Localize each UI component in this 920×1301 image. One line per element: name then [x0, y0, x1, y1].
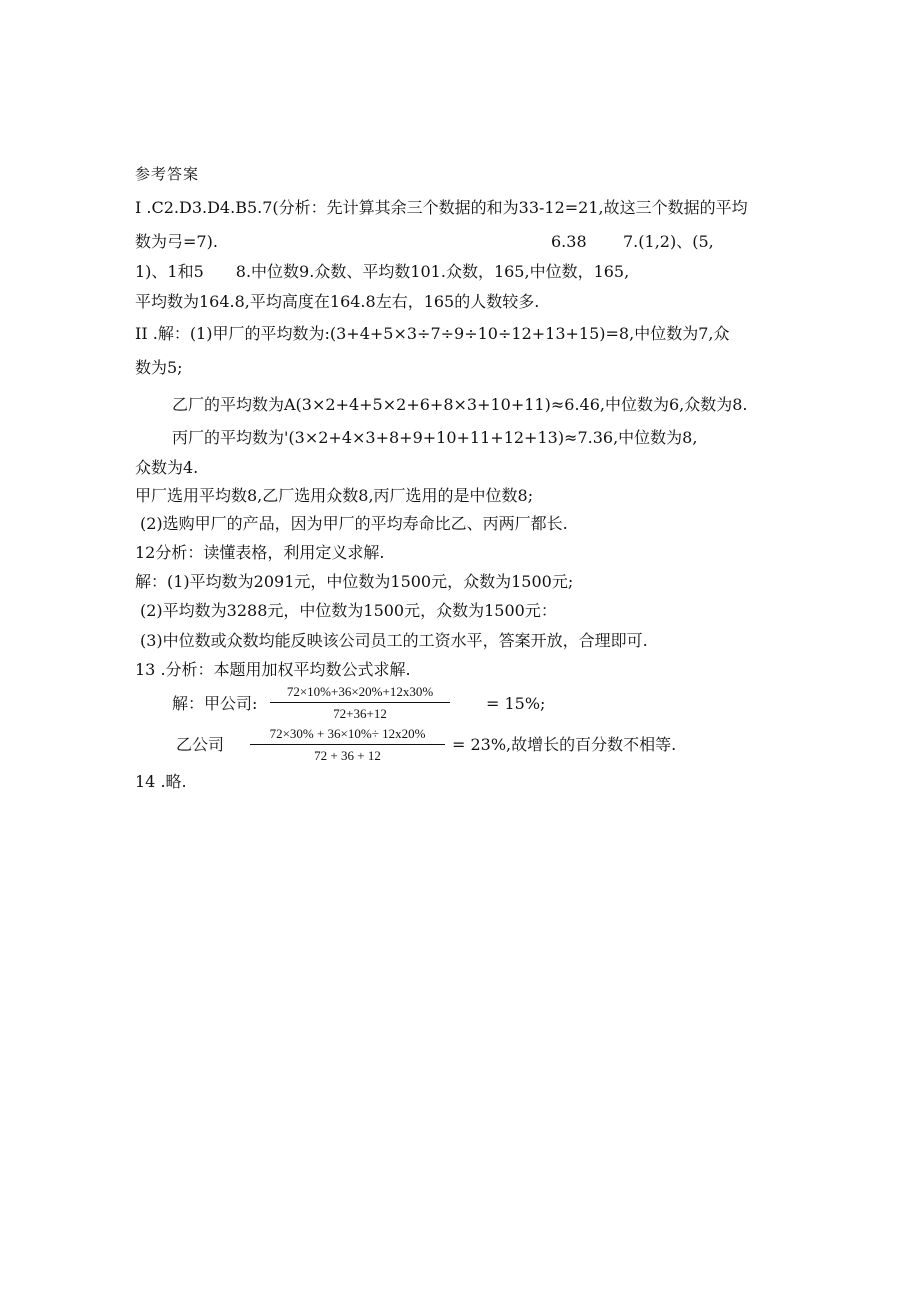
answer-line-4: 平均数为164.8,平均高度在164.8左右，165的人数较多. [135, 292, 540, 311]
answer-line-19: 14 .略. [135, 772, 187, 791]
company-b-numerator: 72×30% + 36×10%÷ 12x20% [250, 726, 445, 745]
page-title: 参考答案 [135, 165, 200, 183]
answer-line-15: (3)中位数或众数均能反映该公司员工的工资水平，答案开放，合理即可. [140, 631, 648, 650]
answer-line-13: 解：(1)平均数为2091元，中位数为1500元，众数为1500元; [135, 572, 574, 591]
answer-line-2b: 6.38 [551, 232, 587, 251]
answer-line-2c: 7.(1,2)、(5, [623, 232, 714, 251]
company-b-label: 乙公司 [176, 735, 225, 754]
answer-line-11: (2)选购甲厂的产品，因为甲厂的平均寿命比乙、丙两厂都长. [140, 514, 568, 533]
answer-line-12: 12分析：读懂表格，利用定义求解. [135, 543, 385, 562]
company-a-result: = 15%; [486, 694, 546, 713]
answer-line-5: II .解：(1)甲厂的平均数为:(3+4+5×3÷7÷9÷10÷12+13+15)=8,中位数为7,众 [135, 324, 730, 343]
company-a-fraction [270, 684, 450, 722]
company-b-denominator: 72 + 36 + 12 [314, 748, 381, 763]
company-a-label: 解：甲公司: [172, 694, 258, 713]
company-b-result: = 23%,故增长的百分数不相等. [452, 735, 677, 754]
answer-line-9: 众数为4. [135, 458, 199, 477]
answer-line-1: I .C2.D3.D4.B5.7(分析：先计算其余三个数据的和为33-12=21,故这三个数据的平均 [135, 198, 748, 217]
answer-line-14: (2)平均数为3288元，中位数为1500元，众数为1500元： [140, 601, 557, 620]
answer-line-16: 13 .分析：本题用加权平均数公式求解. [135, 660, 411, 679]
answer-line-10: 甲厂选用平均数8,乙厂选用众数8,丙厂选用的是中位数8; [135, 486, 534, 505]
answer-line-6: 数为5; [135, 358, 183, 377]
company-a-numerator: 72×10%+36×20%+12x30% [270, 684, 450, 703]
company-b-fraction [250, 726, 445, 764]
company-a-denominator: 72+36+12 [333, 706, 387, 721]
answer-line-8: 丙厂的平均数为'(3×2+4×3+8+9+10+11+12+13)≈7.36,中位数为8, [172, 428, 698, 447]
answer-line-2a: 数为弓=7). [135, 232, 218, 251]
answer-line-3: 1)、1和5 8.中位数9.众数、平均数101.众数，165,中位数，165, [135, 262, 630, 281]
answer-line-7: 乙厂的平均数为A(3×2+4+5×2+6+8×3+10+11)≈6.46,中位数为6,众数为8. [172, 395, 748, 414]
